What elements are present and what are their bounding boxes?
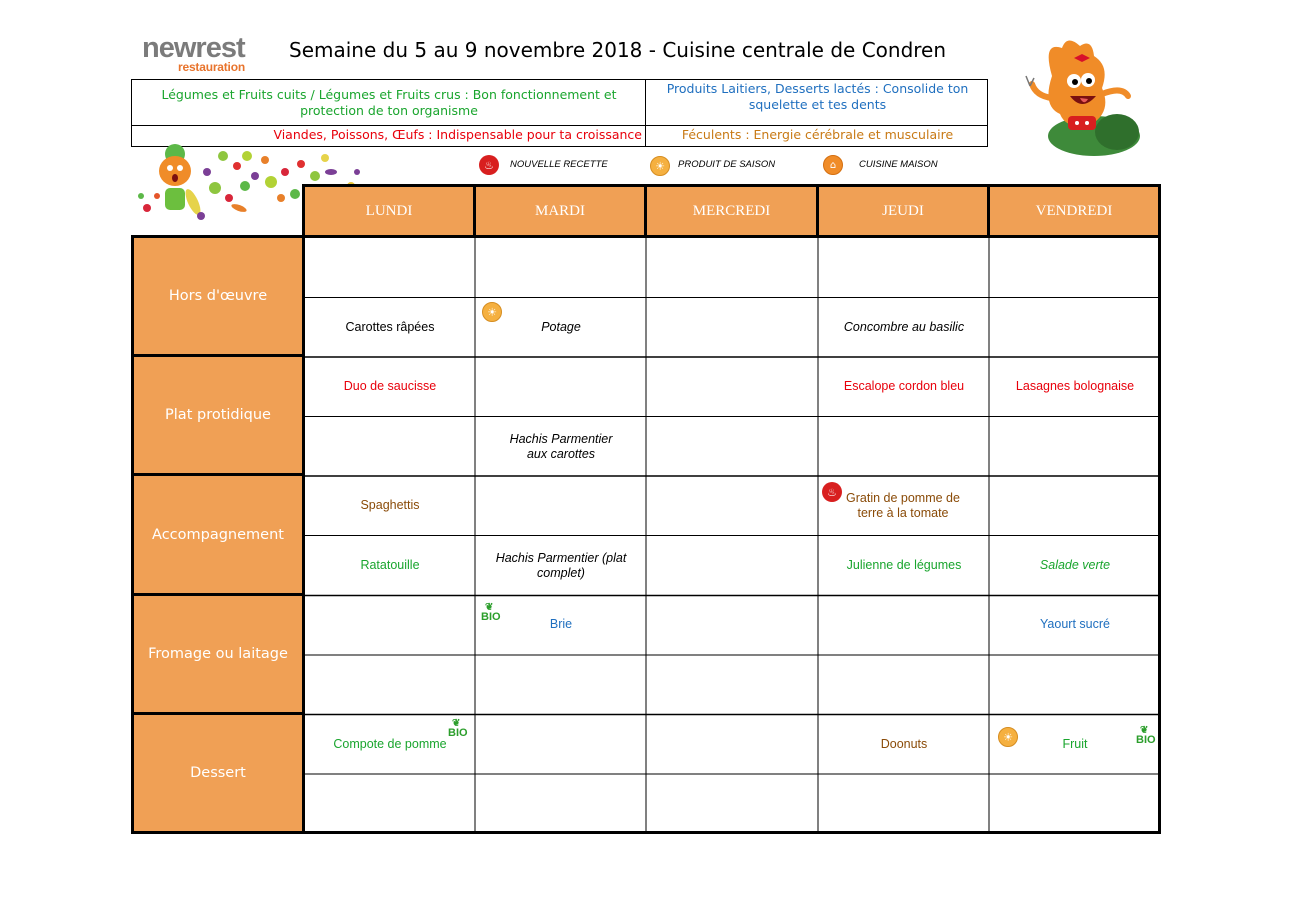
seasonal-product-icon: ☀ xyxy=(482,302,502,322)
day-header-wednesday: MERCREDI xyxy=(647,187,816,235)
legend-new-recipe: NOUVELLE RECETTE xyxy=(510,159,608,170)
category-dairy: Fromage ou laitage xyxy=(134,596,302,712)
legend-seasonal-product: PRODUIT DE SAISON xyxy=(678,159,776,170)
cell-fri-dessert: Fruit xyxy=(1062,737,1088,751)
mascot-illustration xyxy=(1022,36,1152,166)
cell-thu-side: Gratin de pomme de terre à la tomate xyxy=(846,490,960,520)
cell-mon-side-alt: Ratatouille xyxy=(360,558,420,572)
cell-mon-main: Duo de saucisse xyxy=(343,379,437,393)
logo-subtitle: restauration xyxy=(178,60,245,74)
cell-mon-side: Spaghettis xyxy=(360,498,420,512)
info-dairy: Produits Laitiers, Desserts lactés : Consolide ton squelette et tes dents xyxy=(666,81,969,112)
new-recipe-icon: ♨ xyxy=(822,482,842,502)
cell-tue-starter: Potage xyxy=(541,320,581,334)
cell-thu-side-alt: Julienne de légumes xyxy=(846,558,962,572)
seasonal-product-icon: ☀ xyxy=(998,727,1018,747)
cell-fri-main: Lasagnes bolognaise xyxy=(1015,379,1135,393)
cell-fri-side-alt: Salade verte xyxy=(1039,558,1111,572)
homemade-icon: ⌂ xyxy=(823,155,843,175)
day-header-thursday: JEUDI xyxy=(819,187,987,235)
page-title: Semaine du 5 au 9 novembre 2018 - Cuisine centrale de Condren xyxy=(289,38,947,62)
legend-homemade: CUISINE MAISON xyxy=(859,159,938,170)
cell-thu-dessert: Doonuts xyxy=(880,737,928,751)
day-header-friday: VENDREDI xyxy=(990,187,1158,235)
cell-mon-starter: Carottes râpées xyxy=(345,320,435,334)
bio-label-icon: ❦ BIO xyxy=(481,602,501,623)
category-dessert: Dessert xyxy=(134,715,302,831)
seasonal-product-icon: ☀ xyxy=(650,156,670,176)
cell-tue-side-alt: Hachis Parmentier (plat complet) xyxy=(495,550,627,580)
info-vegetables: Légumes et Fruits cuits / Légumes et Fruits crus : Bon fonctionnement et protection de ton organisme xyxy=(161,87,617,118)
cell-mon-dessert: Compote de pomme xyxy=(333,737,447,751)
day-header-monday: LUNDI xyxy=(305,187,473,235)
cell-fri-dairy: Yaourt sucré xyxy=(1040,617,1110,631)
day-header-tuesday: MARDI xyxy=(476,187,644,235)
cell-tue-dairy: Brie xyxy=(549,617,573,631)
newrest-logo xyxy=(142,33,260,77)
cell-thu-main: Escalope cordon bleu xyxy=(843,379,965,393)
category-starter: Hors d'œuvre xyxy=(134,238,302,354)
bio-label-icon: ❦ BIO xyxy=(1136,725,1156,746)
info-proteins: Viandes, Poissons, Œufs : Indispensable pour ta croissance xyxy=(273,127,642,142)
new-recipe-icon: ♨ xyxy=(479,155,499,175)
category-side: Accompagnement xyxy=(134,476,302,593)
cell-thu-starter: Concombre au basilic xyxy=(843,320,965,334)
bio-label-icon: ❦ BIO xyxy=(448,718,468,739)
menu-table xyxy=(131,184,1161,834)
cell-tue-main-alt: Hachis Parmentier aux carottes xyxy=(509,431,613,461)
logo-wordmark: newrest xyxy=(142,32,245,64)
info-starches: Féculents : Energie cérébrale et musculaire xyxy=(681,127,954,142)
category-main: Plat protidique xyxy=(134,357,302,473)
